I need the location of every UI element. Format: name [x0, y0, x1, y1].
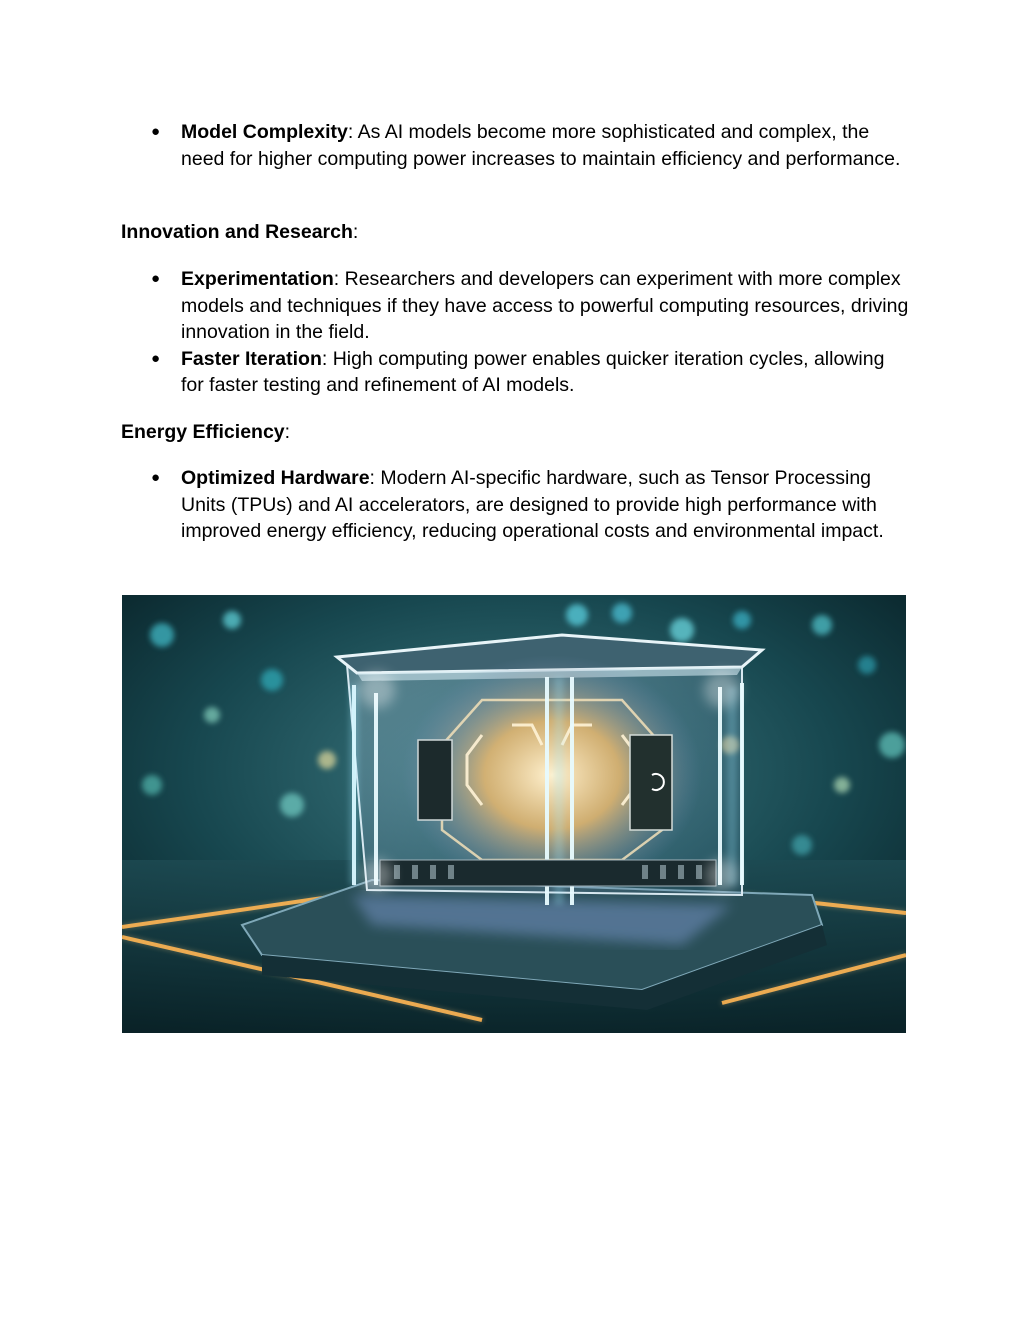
- model-complexity-list: [151, 119, 911, 172]
- bullet-term: Optimized Hardware: [181, 467, 370, 489]
- ai-chip-illustration: [122, 595, 906, 1033]
- bullet-text: : As AI models become more sophisticated and complex, the need for higher computing power increases to maintain efficiency and performance.: [181, 121, 901, 170]
- bullet-term: Experimentation: [181, 268, 334, 290]
- heading-label: Innovation and Research: [121, 221, 353, 243]
- bullet-text: : High computing power enables quicker iteration cycles, allowing for faster testing and refinement of AI models.: [181, 347, 885, 397]
- ai-chip-image: [122, 595, 906, 1033]
- innovation-list: [151, 266, 911, 399]
- bullet-term: Model Complexity: [181, 121, 348, 143]
- heading-suffix: :: [352, 221, 359, 243]
- heading-suffix: :: [284, 421, 291, 443]
- section-heading-innovation: [121, 219, 358, 246]
- bullet-text: : Modern AI-specific hardware, such as Tensor Processing Units (TPUs) and AI accelerators, are designed to provide high performance with improved energy efficiency, reducing operational costs and environmental impact.: [181, 467, 884, 543]
- list-item: [151, 346, 911, 399]
- bullet-term: Faster Iteration: [181, 347, 322, 370]
- bullet-icon: ●: [151, 123, 161, 140]
- bullet-text: : Researchers and developers can experiment with more complex models and techniques if they have access to powerful computing resources, driving innovation in the field.: [181, 268, 909, 344]
- list-item: [151, 266, 911, 346]
- heading-label: Energy Efficiency: [121, 421, 285, 443]
- list-item: [151, 119, 911, 172]
- bullet-icon: ●: [151, 469, 161, 486]
- bullet-icon: ●: [151, 270, 161, 287]
- energy-list: [151, 465, 911, 545]
- list-item: [151, 465, 911, 545]
- section-heading-energy: [121, 419, 290, 446]
- bullet-icon: ●: [151, 349, 161, 367]
